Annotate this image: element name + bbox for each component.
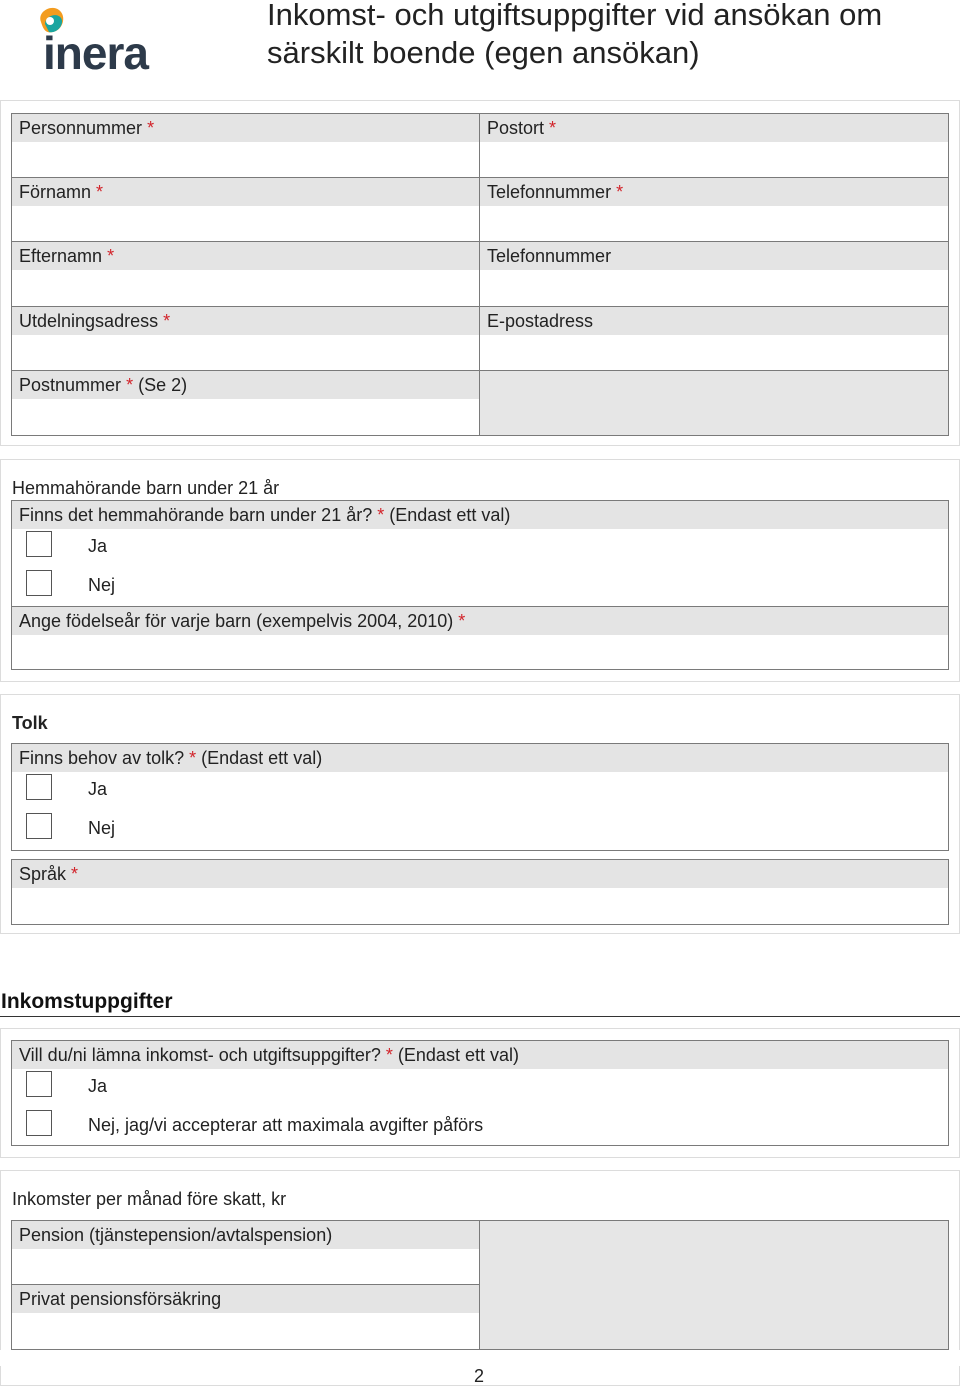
empty-cell (479, 370, 949, 436)
monthly-income-heading: Inkomster per månad före skatt, kr (12, 1189, 287, 1209)
page-number: 2 (474, 1366, 485, 1386)
postort-field[interactable] (479, 113, 949, 179)
private-pension-field[interactable] (11, 1284, 481, 1350)
required-marker: * (377, 505, 385, 525)
interpreter-question-group (11, 743, 949, 851)
private-pension-label: Privat pensionsförsäkring (19, 1289, 222, 1309)
pension-field[interactable] (11, 1220, 481, 1286)
required-marker: * (189, 748, 197, 768)
required-marker: * (616, 182, 624, 202)
personnummer-label: Personnummer (19, 118, 143, 138)
income-no-label: Nej, jag/vi accepterar att maximala avgifter påförs (88, 1115, 484, 1135)
postnummer-note: (Se 2) (138, 375, 188, 395)
required-marker: * (107, 246, 115, 266)
children-heading: Hemmahörande barn under 21 år (12, 478, 280, 498)
income-yes-label: Ja (88, 1076, 108, 1096)
language-field[interactable] (11, 859, 949, 925)
required-marker: * (147, 118, 155, 138)
telefon1-label: Telefonnummer (487, 182, 612, 202)
interpreter-yes-label: Ja (88, 779, 108, 799)
telefon2-label: Telefonnummer (487, 246, 612, 266)
telefon1-field[interactable] (479, 177, 949, 243)
required-marker: * (385, 1045, 393, 1065)
required-marker: * (71, 864, 79, 884)
income-yes-checkbox[interactable] (26, 1071, 52, 1097)
interpreter-yes-checkbox[interactable] (26, 774, 52, 800)
fornamn-field[interactable] (11, 177, 481, 243)
efternamn-field[interactable] (11, 241, 481, 307)
interpreter-no-checkbox[interactable] (26, 813, 52, 839)
required-marker: * (96, 182, 104, 202)
empty-cell (479, 1220, 949, 1350)
income-question-group (11, 1040, 949, 1146)
pension-label: Pension (tjänstepension/avtalspension) (19, 1225, 333, 1245)
interpreter-question: Finns behov av tolk? (19, 748, 185, 768)
children-no-checkbox[interactable] (26, 570, 52, 596)
single-choice-note: (Endast ett val) (397, 1045, 519, 1065)
children-question: Finns det hemmahörande barn under 21 år? (19, 505, 373, 525)
fornamn-label: Förnamn (19, 182, 92, 202)
income-heading: Inkomstuppgifter (1, 990, 173, 1013)
telefon2-field[interactable] (479, 241, 949, 307)
income-no-checkbox[interactable] (26, 1110, 52, 1136)
required-marker: * (163, 311, 171, 331)
page-title: Inkomst- och utgiftsuppgifter vid ansökan om särskilt boende (egen ansökan) (267, 0, 883, 70)
postort-label: Postort (487, 118, 545, 138)
interpreter-no-label: Nej (88, 818, 116, 838)
language-label: Språk (19, 864, 67, 884)
logo-wordmark: inera (43, 27, 148, 79)
epost-field[interactable] (479, 306, 949, 372)
birthyear-label: Ange födelseår för varje barn (exempelvis 2004, 2010) (19, 611, 454, 631)
required-marker: * (458, 611, 466, 631)
postnummer-label: Postnummer (19, 375, 122, 395)
efternamn-label: Efternamn (19, 246, 103, 266)
children-no-label: Nej (88, 575, 116, 595)
utdelningsadress-field[interactable] (11, 306, 481, 372)
personnummer-field[interactable] (11, 113, 481, 179)
inera-logo (33, 4, 158, 78)
required-marker: * (549, 118, 557, 138)
required-marker: * (126, 375, 134, 395)
epost-label: E-postadress (487, 311, 594, 331)
children-yes-label: Ja (88, 536, 108, 556)
single-choice-note: (Endast ett val) (389, 505, 511, 525)
birthyear-field[interactable] (11, 606, 949, 670)
utdelningsadress-label: Utdelningsadress (19, 311, 159, 331)
children-yes-checkbox[interactable] (26, 531, 52, 557)
interpreter-heading: Tolk (12, 713, 48, 733)
heading-rule (0, 1016, 960, 1017)
page-break (0, 1350, 960, 1366)
single-choice-note: (Endast ett val) (201, 748, 323, 768)
postnummer-field[interactable] (11, 370, 481, 436)
income-question: Vill du/ni lämna inkomst- och utgiftsuppgifter? (19, 1045, 381, 1065)
children-question-group (11, 500, 949, 608)
